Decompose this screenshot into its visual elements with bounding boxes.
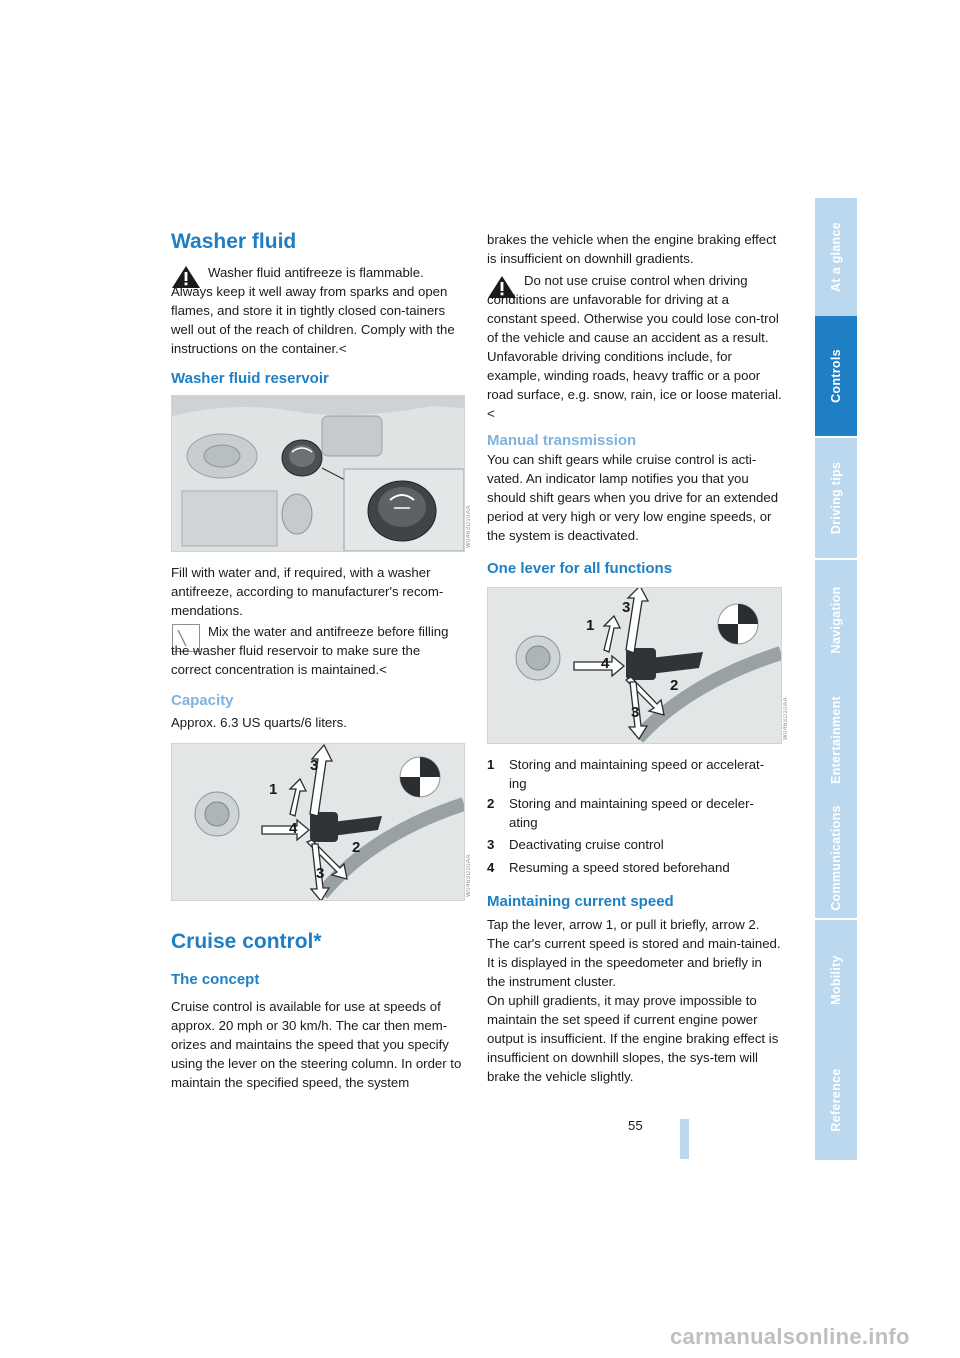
list-item-number: 3 bbox=[487, 837, 495, 852]
callout-2: 2 bbox=[670, 677, 679, 694]
steering-lever-drawing bbox=[488, 588, 781, 743]
list-item-number: 1 bbox=[487, 757, 495, 772]
chapter-tab-communications[interactable] bbox=[815, 798, 857, 920]
reservoir-subtitle: Washer fluid reservoir bbox=[171, 370, 329, 387]
chapter-tab-label: Entertainment bbox=[829, 696, 843, 784]
callout-4: 4 bbox=[289, 820, 298, 837]
maintaining-speed-text-2: On uphill gradients, it may prove impossible to maintain the set speed if current engine power output is insufficient. If the engine braking effect is insufficient on downhill slopes, the sys-tem will brake the vehicle slightly. bbox=[487, 993, 779, 1084]
fill-text: Fill with water and, if required, with a washer antifreeze, according to manufacturer's recom-mendations. bbox=[171, 565, 444, 618]
fill-note-text: Mix the water and antifreeze before filling the washer fluid reservoir to make sure the correct concentration is maintained.< bbox=[171, 624, 449, 677]
concept-text: Cruise control is available for use at speeds of approx. 20 mph or 30 km/h. The car then mem-orizes and maintains the speed that you specify using the lever on the steering column. In order to maintain the specified speed, the system bbox=[171, 999, 462, 1090]
callout-3-bottom: 3 bbox=[631, 704, 640, 721]
manual-transmission-subtitle: Manual transmission bbox=[487, 432, 637, 449]
watermark-text: carmanualsonline.info bbox=[670, 1324, 910, 1349]
chapter-tab-label: Driving tips bbox=[829, 461, 843, 535]
list-item-text: Storing and maintaining speed or accelerat-ing bbox=[509, 757, 765, 791]
callout-1: 1 bbox=[269, 781, 278, 798]
chapter-tab-mobility[interactable] bbox=[815, 920, 857, 1042]
callout-3-bottom: 3 bbox=[316, 865, 325, 882]
chapter-tab-reference[interactable] bbox=[815, 1040, 857, 1162]
figure-id: W0463D10AA bbox=[783, 696, 789, 740]
callout-3-top: 3 bbox=[622, 599, 631, 616]
chapter-tab-label: Controls bbox=[829, 349, 843, 403]
capacity-subtitle: Capacity bbox=[171, 692, 234, 709]
capacity-text: Approx. 6.3 US quarts/6 liters. bbox=[171, 715, 347, 730]
chapter-tab-controls[interactable] bbox=[815, 316, 857, 438]
maintaining-speed-subtitle: Maintaining current speed bbox=[487, 893, 674, 910]
cruise-warning-text: Do not use cruise control when driving conditions are unfavorable for driving at a constant speed. Otherwise you could lose con-trol of the vehicle and cause an accident as a result. Unfavorable driving conditions include, for example, winding roads, heavy traffic or a poor road surface, e.g. snow, rain, ice or loose material.< bbox=[487, 273, 782, 421]
callout-4: 4 bbox=[601, 655, 610, 672]
callout-3-top: 3 bbox=[310, 757, 319, 774]
page-number: 55 bbox=[628, 1118, 643, 1133]
list-item-text: Deactivating cruise control bbox=[509, 837, 664, 852]
chapter-tab-driving-tips[interactable] bbox=[815, 438, 857, 560]
maintaining-speed-text-1: Tap the lever, arrow 1, or pull it briefly, arrow 2. The car's current speed is stored and main-tained. It is displayed in the speedometer and briefly in the instrument cluster. bbox=[487, 917, 781, 989]
page-number-bar bbox=[680, 1119, 689, 1159]
cruise-intro-text: brakes the vehicle when the engine braking effect is insufficient on downhill gradients. bbox=[487, 232, 777, 266]
chapter-tab-at-a-glance[interactable] bbox=[815, 198, 857, 318]
chapter-tab-label: Communications bbox=[829, 805, 843, 911]
chapter-tab-entertainment[interactable] bbox=[815, 680, 857, 802]
steering-lever-drawing bbox=[172, 744, 464, 900]
chapter-tab-label: Reference bbox=[829, 1068, 843, 1132]
chapter-tab-label: Mobility bbox=[829, 955, 843, 1005]
callout-1: 1 bbox=[586, 617, 595, 634]
chapter-tab-label: Navigation bbox=[829, 586, 843, 654]
manual-transmission-text: You can shift gears while cruise control is acti-vated. An indicator lamp notifies you that you should shift gears when you drive for an extended period at very high or very low engine speeds, or the system is deactivated. bbox=[487, 452, 779, 543]
list-item-number: 4 bbox=[487, 860, 495, 875]
list-item-text: Resuming a speed stored beforehand bbox=[509, 860, 730, 875]
chapter-tab-label: At a glance bbox=[829, 222, 843, 292]
engine-bay-drawing bbox=[172, 396, 464, 551]
reservoir-illustration bbox=[171, 395, 465, 552]
cruise-lever-illustration-right bbox=[487, 587, 782, 744]
chapter-tab-navigation[interactable] bbox=[815, 560, 857, 682]
list-item-number: 2 bbox=[487, 796, 495, 811]
list-item-text: Storing and maintaining speed or deceler-ating bbox=[509, 796, 754, 830]
washer-warning-text: Washer fluid antifreeze is flammable. Always keep it well away from sparks and open flames, and store it in tightly closed con-tainers well out of the reach of children. Comply with the instructions on the container.< bbox=[171, 265, 455, 356]
concept-subtitle: The concept bbox=[171, 971, 260, 988]
figure-id: W0463D10AA bbox=[466, 853, 472, 897]
one-lever-subtitle: One lever for all functions bbox=[487, 560, 673, 577]
callout-2: 2 bbox=[352, 839, 361, 856]
washer-fluid-title: Washer fluid bbox=[171, 230, 297, 253]
cruise-lever-illustration-left bbox=[171, 743, 465, 901]
figure-id: W0463D10AA bbox=[466, 504, 472, 548]
cruise-control-title: Cruise control* bbox=[171, 930, 322, 953]
